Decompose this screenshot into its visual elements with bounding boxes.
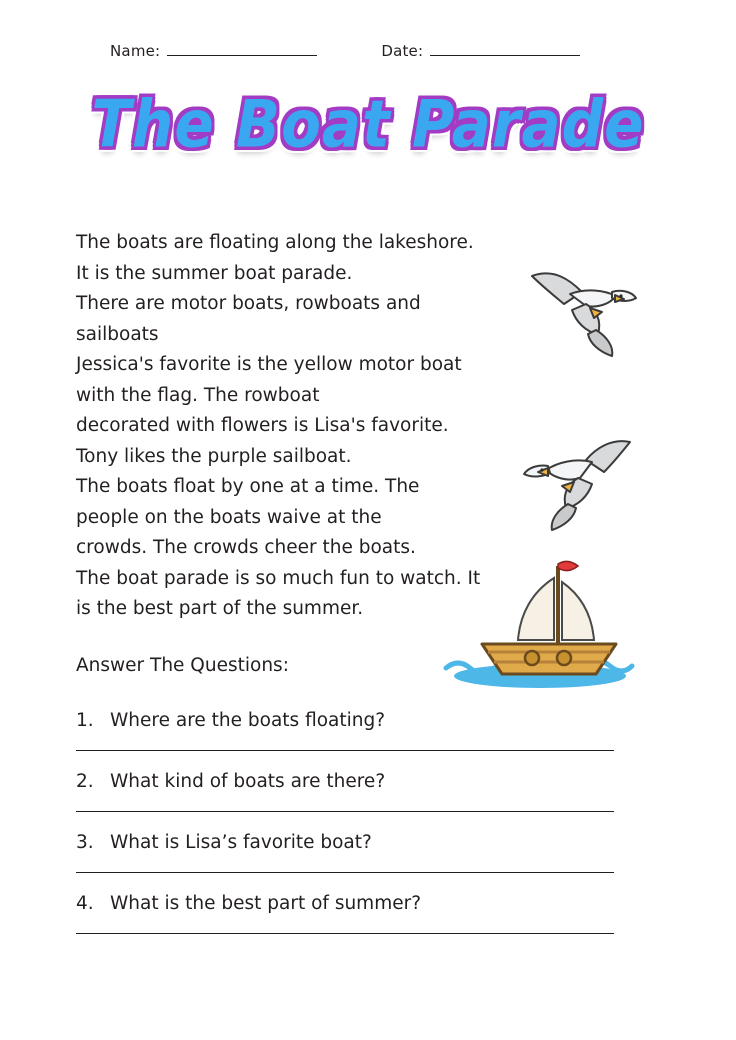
answer-questions-heading: Answer The Questions: bbox=[76, 655, 289, 676]
passage-line: people on the boats waive at the bbox=[76, 506, 382, 528]
passage-line: Tony likes the purple sailboat. bbox=[76, 445, 352, 467]
seagull-icon bbox=[512, 258, 642, 372]
header-fields bbox=[110, 42, 630, 60]
passage-line: The boats float by one at a time. The bbox=[76, 476, 420, 497]
name-label: Name: bbox=[110, 42, 161, 60]
question-item bbox=[76, 710, 614, 751]
passage-line: The boats are floating along the lakeshore. bbox=[76, 232, 474, 253]
question-number: 2. bbox=[76, 771, 94, 792]
passage-line: Jessica's favorite is the yellow motor boat bbox=[76, 354, 462, 375]
passage-line: The boat parade is so much fun to watch. It bbox=[76, 567, 481, 589]
passage-line: There are motor boats, rowboats and bbox=[76, 293, 421, 314]
question-item bbox=[76, 771, 614, 812]
page-title: The Boat Parade bbox=[91, 85, 645, 163]
passage-line: crowds. The crowds cheer the boats. bbox=[76, 537, 416, 558]
question-text: What is Lisa’s favorite boat? bbox=[110, 832, 372, 853]
seagull-icon bbox=[512, 430, 642, 544]
passage-line: sailboats bbox=[76, 323, 159, 345]
name-write-line[interactable] bbox=[167, 43, 317, 56]
date-field[interactable] bbox=[381, 42, 580, 60]
question-3 bbox=[76, 832, 614, 872]
question-text: Where are the boats floating? bbox=[110, 710, 386, 731]
name-field[interactable] bbox=[110, 42, 317, 60]
date-write-line[interactable] bbox=[430, 43, 580, 56]
question-text: What is the best part of summer? bbox=[110, 893, 422, 914]
passage-line: It is the summer boat parade. bbox=[76, 262, 353, 284]
question-number: 3. bbox=[76, 832, 94, 853]
date-label: Date: bbox=[381, 42, 424, 60]
question-number: 1. bbox=[76, 710, 94, 731]
question-4 bbox=[76, 893, 614, 933]
question-item bbox=[76, 893, 614, 934]
question-number: 4. bbox=[76, 893, 94, 914]
answer-line-4[interactable] bbox=[76, 933, 614, 934]
sailboat-icon bbox=[440, 548, 640, 712]
question-item bbox=[76, 832, 614, 873]
questions-list bbox=[76, 710, 614, 954]
answer-line-1[interactable] bbox=[76, 750, 614, 751]
answer-line-2[interactable] bbox=[76, 811, 614, 812]
question-1 bbox=[76, 710, 614, 750]
passage-line: is the best part of the summer. bbox=[76, 598, 364, 619]
passage-line: with the flag. The rowboat bbox=[76, 384, 320, 406]
answer-line-3[interactable] bbox=[76, 872, 614, 873]
question-text: What kind of boats are there? bbox=[110, 771, 386, 792]
title-container bbox=[0, 85, 736, 163]
question-2 bbox=[76, 771, 614, 811]
passage-line: decorated with flowers is Lisa's favorite. bbox=[76, 415, 449, 436]
